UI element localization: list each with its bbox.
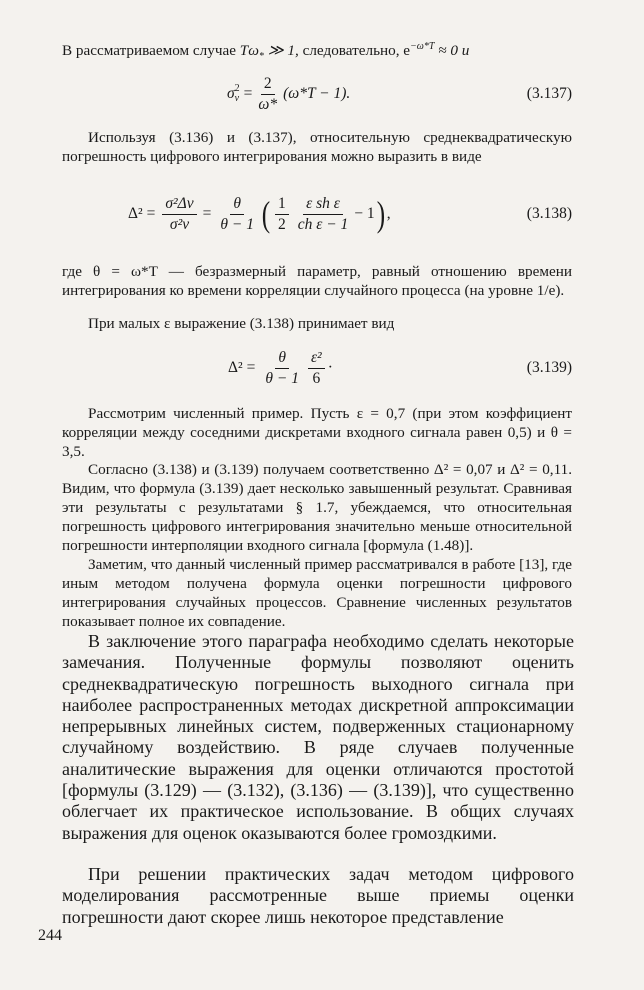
- intro-line: В рассматриваемом случае $T\omega_*$ ≫ 1, следовательно, $e^{-\omega*T} \approx 0$ и: [62, 41, 470, 63]
- paragraph-small-epsilon: При малых ε выражение (3.138) принимает вид: [88, 315, 395, 332]
- equation-number: (3.138): [526, 205, 572, 222]
- paragraph-conclusion: В заключение этого параграфа необходимо сделать некоторые замечания. Полученные формулы позволяют оценить среднеквадратическую погрешность выходного сигнала при наиболее распространенных методах дискретной аппроксимации непрерывных линейных систем, подверженных стационарному случайному воздействию. В ряде случаев полученные аналитические выражения для оценки отличаются простотой [формулы (3.129) — (3.132), (3.136) — (3.139)], что существенно облегчает их практическое использование. В общих случаях выражения для оценок оказываются более громоздкими.: [62, 631, 574, 843]
- paragraph-numerical-example: Рассмотрим численный пример. Пусть ε = 0,7 (при этом коэффициент корреляции между соседними дискретами входного сигнала равен 0,5) и θ = 3,5.: [62, 405, 572, 460]
- paragraph-practical: При решении практических задач методом цифрового моделирования рассмотренные выше приемы оценки погрешности дают скорее лишь некоторое представление: [62, 864, 574, 927]
- equation-number: (3.139): [526, 359, 572, 376]
- equation-3-137: σ 2 v = $\frac{2}{\omega*}$ (ω*T − 1). (3.137): [62, 70, 572, 118]
- equation-number: (3.137): [526, 85, 572, 102]
- equation-3-138: Δ² = $\frac{\text{σ²Δv}}{\text{σ²v}}$ = $\frac{\theta}{\theta - 1}$ ( $\frac{1}{2}$ $\frac{\text{ε sh ε}}{\text{ch ε − 1}}$ − 1 ) , (3.138): [62, 190, 572, 238]
- paragraph-results: Согласно (3.138) и (3.139) получаем соответственно Δ² = 0,07 и Δ² = 0,11. Видим, что формула (3.139) дает несколько завышенный результат. Сравнивая эти результаты с результатами § 1.7, убеждаемся, что относительная погрешность цифрового интегрирования значительно меньше относительной погрешности интерполяции входного сигнала [формула (1.48)].: [62, 461, 572, 554]
- equation-3-139: Δ² = $\frac{\theta}{\theta - 1}$ $\frac{\text{ε²}}{6}$ · (3.139): [62, 344, 572, 392]
- page-number: 244: [38, 927, 62, 944]
- paragraph-theta-definition: где θ = ω*T — безразмерный параметр, равный отношению времени интегрирования ко времени корреляции случайного процесса (на уровне 1/e).: [62, 263, 572, 299]
- paragraph-relative-error: Используя (3.136) и (3.137), относительную среднеквадратическую погрешность цифрового интегрирования можно выразить в виде: [62, 129, 572, 165]
- paragraph-note: Заметим, что данный численный пример рассматривался в работе [13], где иным методом получена формула оценки погрешности цифрового интегрирования случайных процессов. Сравнение численных результатов показывает полное их совпадение.: [62, 556, 572, 630]
